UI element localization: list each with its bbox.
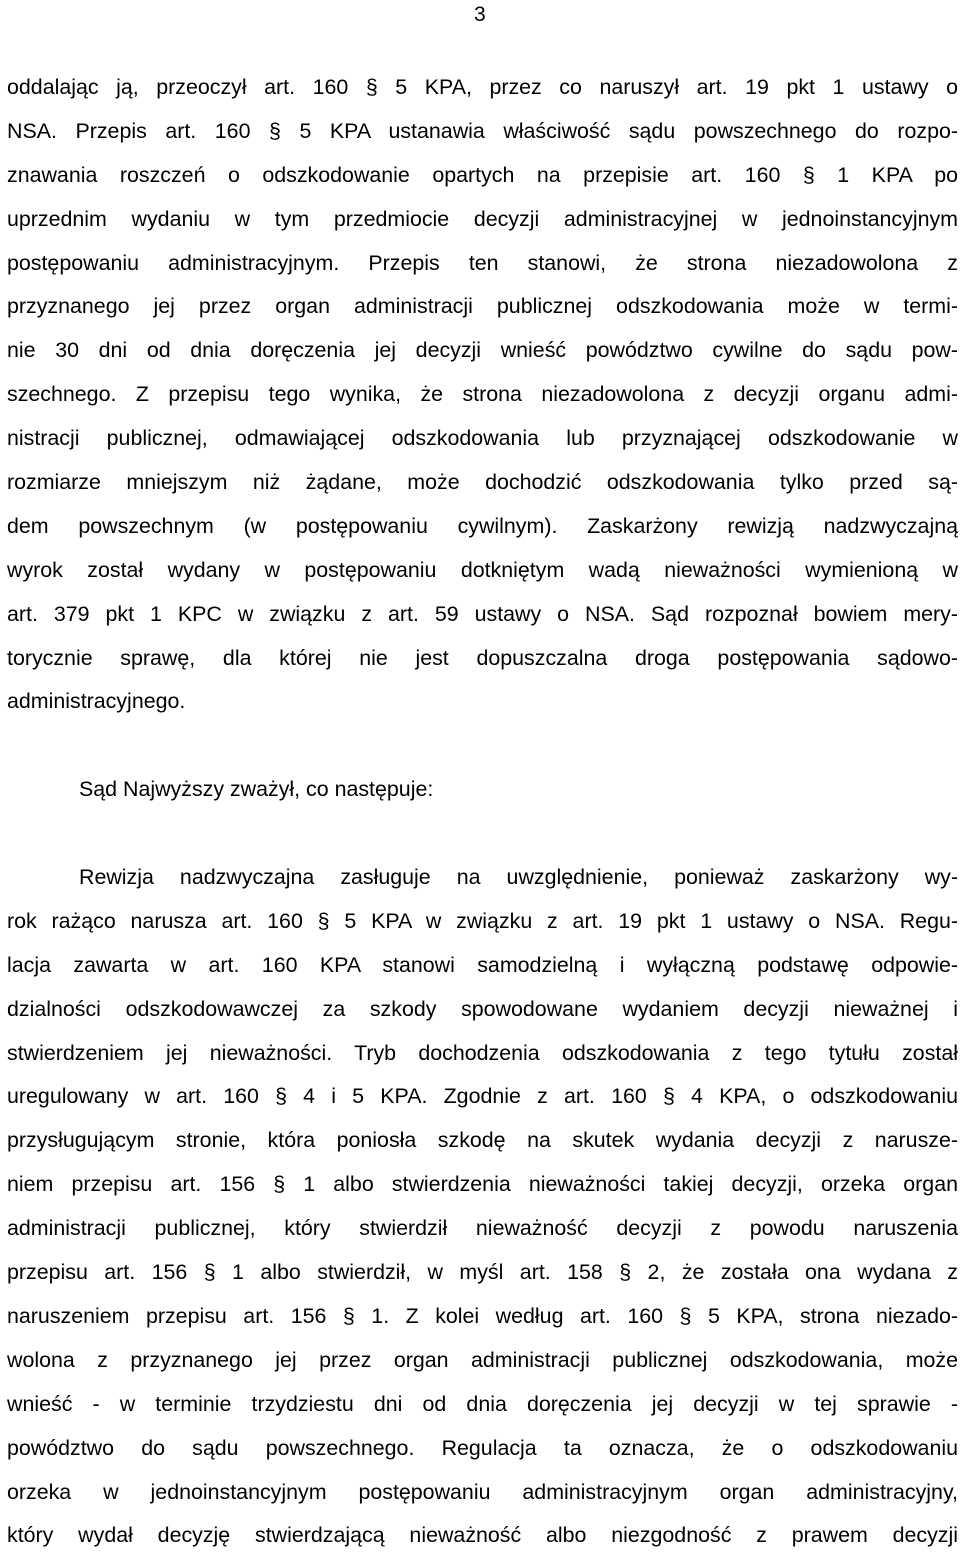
- section-heading: Sąd Najwyższy zważył, co następuje:: [79, 777, 434, 802]
- text-line: administracyjnego.: [7, 689, 186, 714]
- text-line: znawania roszczeń o odszkodowanie opartych na przepisie art. 160 § 1 KPA po: [7, 162, 958, 187]
- text-line: wyrok został wydany w postępowaniu dotkniętym wadą nieważności wymienioną w: [7, 557, 958, 582]
- text-line: powództwo do sądu powszechnego. Regulacja ta oznacza, że o odszkodowaniu: [7, 1435, 958, 1460]
- text-line: uprzednim wydaniu w tym przedmiocie decyzji administracyjnej w jednoinstancyjnym: [7, 206, 958, 231]
- text-line: administracji publicznej, który stwierdził nieważność decyzji z powodu naruszenia: [7, 1216, 958, 1241]
- paragraph-2: [7, 856, 958, 1558]
- text-line: szechnego. Z przepisu tego wynika, że strona niezadowolona z decyzji organu admi-: [7, 382, 958, 407]
- text-line: niem przepisu art. 156 § 1 albo stwierdzenia nieważności takiej decyzji, orzeka organ: [7, 1172, 958, 1197]
- text-line: NSA. Przepis art. 160 § 5 KPA ustanawia właściwość sądu powszechnego do rozpo-: [7, 118, 958, 143]
- text-line: wnieść - w terminie trzydziestu dni od dnia doręczenia jej decyzji w tej sprawie -: [7, 1391, 958, 1416]
- text-line: dem powszechnym (w postępowaniu cywilnym). Zaskarżony rewizją nadzwyczajną: [7, 513, 958, 538]
- text-line: nie 30 dni od dnia doręczenia jej decyzji wnieść powództwo cywilne do sądu pow-: [7, 338, 958, 363]
- text-line: torycznie sprawę, dla której nie jest dopuszczalna droga postępowania sądowo-: [7, 645, 958, 670]
- text-line: oddalając ją, przeoczył art. 160 § 5 KPA, przez co naruszył art. 19 pkt 1 ustawy o: [7, 75, 958, 99]
- text-line: uregulowany w art. 160 § 4 i 5 KPA. Zgodnie z art. 160 § 4 KPA, o odszkodowaniu: [7, 1084, 958, 1109]
- blank-line: [7, 724, 958, 768]
- paragraph-1: [7, 66, 958, 724]
- text-line: postępowaniu administracyjnym. Przepis ten stanowi, że strona niezadowolona z: [7, 250, 958, 275]
- text-line: wolona z przyznanego jej przez organ administracji publicznej odszkodowania, może: [7, 1347, 958, 1372]
- text-line: rok rażąco narusza art. 160 § 5 KPA w związku z art. 19 pkt 1 ustawy o NSA. Regu-: [7, 908, 958, 933]
- text-line: nistracji publicznej, odmawiającej odszkodowania lub przyznającej odszkodowanie w: [7, 426, 958, 451]
- text-line: który wydał decyzję stwierdzającą nieważność albo niezgodność z prawem decyzji: [7, 1523, 958, 1548]
- document-body: [7, 66, 958, 1558]
- text-line: przyznanego jej przez organ administracji publicznej odszkodowania może w termi-: [7, 294, 958, 319]
- page-number: 3: [474, 3, 486, 26]
- text-line: dzialności odszkodowawczej za szkody spowodowane wydaniem decyzji nieważnej i: [7, 996, 958, 1021]
- text-line: orzeka w jednoinstancyjnym postępowaniu administracyjnym organ administracyjny,: [7, 1479, 958, 1504]
- text-line: lacja zawarta w art. 160 KPA stanowi samodzielną i wyłączną podstawę odpowie-: [7, 952, 958, 977]
- text-line: stwierdzeniem jej nieważności. Tryb dochodzenia odszkodowania z tego tytułu został: [7, 1040, 958, 1065]
- text-line: art. 379 pkt 1 KPC w związku z art. 59 ustawy o NSA. Sąd rozpoznał bowiem mery-: [7, 601, 958, 626]
- text-line: naruszeniem przepisu art. 156 § 1. Z kolei według art. 160 § 5 KPA, strona niezado-: [7, 1303, 958, 1328]
- text-line: przysługującym stronie, która poniosła szkodę na skutek wydania decyzji z narusze-: [7, 1128, 958, 1153]
- blank-line: [7, 812, 958, 856]
- text-line: przepisu art. 156 § 1 albo stwierdził, w myśl art. 158 § 2, że została ona wydana z: [7, 1260, 958, 1285]
- text-line: Rewizja nadzwyczajna zasługuje na uwzględnienie, ponieważ zaskarżony wy-: [79, 865, 958, 890]
- text-line: rozmiarze mniejszym niż żądane, może dochodzić odszkodowania tylko przed są-: [7, 470, 958, 495]
